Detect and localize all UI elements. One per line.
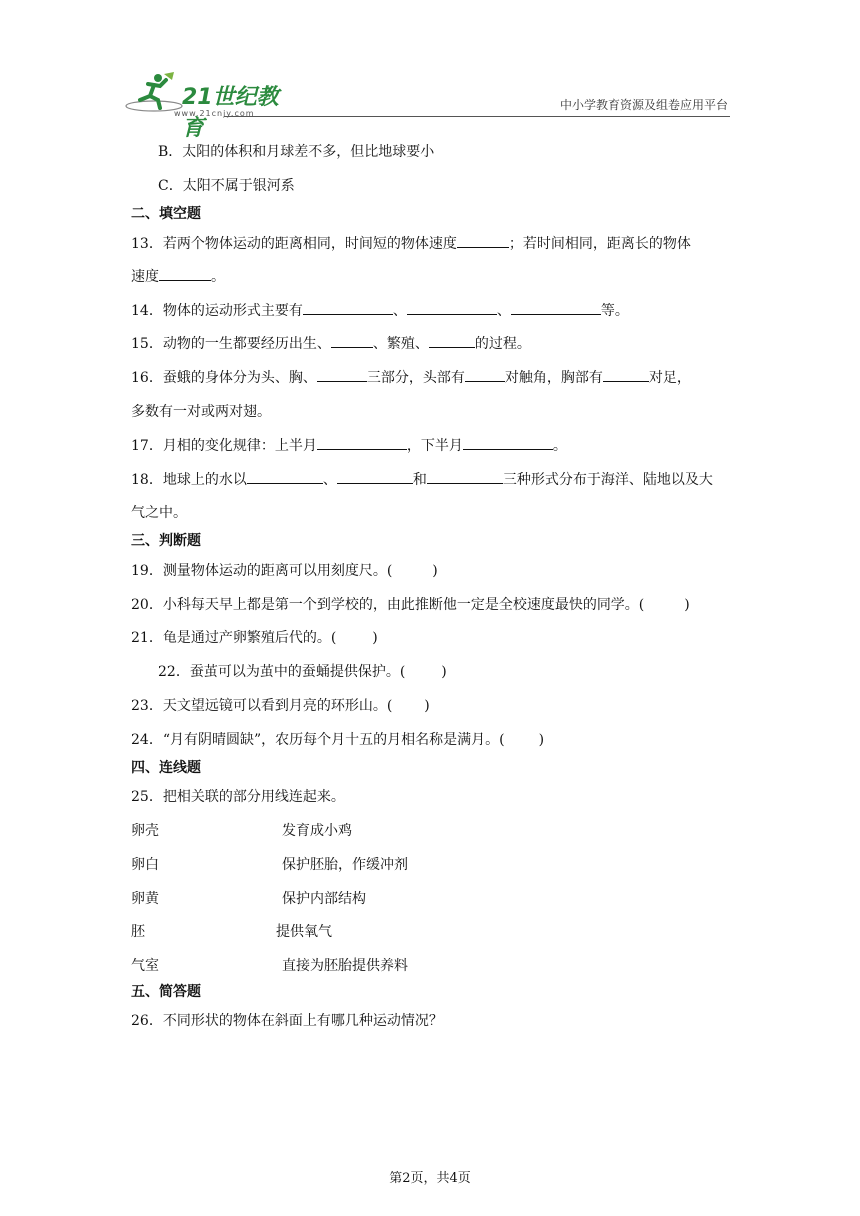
answer-blank[interactable] [337, 471, 413, 484]
match-left-item[interactable]: 卵壳 [131, 823, 159, 839]
header-divider [224, 116, 730, 117]
question-19: 19．测量物体运动的距离可以用刻度尺。( ) [131, 563, 438, 579]
match-right-item[interactable]: 直接为胚胎提供养料 [282, 958, 408, 974]
answer-blank[interactable] [317, 369, 367, 382]
match-right-item[interactable]: 保护胚胎，作缓冲剂 [282, 857, 408, 873]
runner-logo-icon [124, 70, 184, 114]
question-15: 15．动物的一生都要经历出生、 、繁殖、 的过程。 [131, 336, 531, 352]
section-short-heading: 五、简答题 [131, 984, 201, 1000]
section-match-heading: 四、连线题 [131, 760, 201, 776]
answer-blank[interactable] [427, 471, 503, 484]
question-14: 14．物体的运动形式主要有 、 、 等。 [131, 303, 629, 319]
option-c: C．太阳不属于银河系 [158, 178, 295, 194]
option-b: B．太阳的体积和月球差不多，但比地球要小 [158, 144, 435, 160]
match-left-item[interactable]: 胚 [131, 924, 145, 940]
question-24: 24．“月有阴晴圆缺”，农历每个月十五的月相名称是满月。( ) [131, 732, 545, 748]
answer-blank[interactable] [303, 302, 393, 315]
question-16-line2: 多数有一对或两对翅。 [131, 404, 271, 420]
match-left-item[interactable]: 卵黄 [131, 891, 159, 907]
answer-blank[interactable] [159, 268, 211, 281]
match-left-item[interactable]: 气室 [131, 958, 159, 974]
logo-text: 21世纪教育 [182, 85, 279, 141]
question-25-prompt: 25．把相关联的部分用线连起来。 [131, 789, 345, 805]
answer-blank[interactable] [457, 235, 509, 248]
answer-blank[interactable] [247, 471, 323, 484]
site-logo [124, 70, 300, 141]
question-18-line2: 气之中。 [131, 505, 187, 521]
match-right-item[interactable]: 提供氧气 [276, 924, 332, 940]
answer-blank[interactable] [511, 302, 601, 315]
question-23: 23．天文望远镜可以看到月亮的环形山。( ) [131, 698, 430, 714]
answer-blank[interactable] [429, 335, 475, 348]
match-right-item[interactable]: 保护内部结构 [282, 891, 366, 907]
section-judge-heading: 三、判断题 [131, 533, 201, 549]
logo-url: www.21cnjy.com [174, 109, 255, 118]
answer-blank[interactable] [603, 369, 649, 382]
page-header [124, 64, 730, 141]
question-13-line1: 13．若两个物体运动的距离相同，时间短的物体速度 ；若时间相同，距离长的物体 [131, 236, 691, 252]
question-17: 17．月相的变化规律：上半月 ，下半月 。 [131, 438, 567, 454]
match-left-item[interactable]: 卵白 [131, 857, 159, 873]
page-footer: 第2页，共4页 [389, 1171, 471, 1186]
header-tagline: 中小学教育资源及组卷应用平台 [559, 98, 728, 112]
question-16-line1: 16．蚕蛾的身体分为头、胸、 三部分，头部有 对触角，胸部有 对足， [131, 370, 691, 386]
answer-blank[interactable] [317, 437, 407, 450]
question-21: 21．龟是通过产卵繁殖后代的。( ) [131, 630, 378, 646]
question-13-line2: 速度 。 [131, 269, 225, 285]
section-fill-heading: 二、填空题 [131, 206, 201, 222]
question-22: 22．蚕茧可以为茧中的蚕蛹提供保护。( ) [158, 664, 447, 680]
answer-blank[interactable] [463, 437, 553, 450]
answer-blank[interactable] [407, 302, 497, 315]
question-20: 20．小科每天早上都是第一个到学校的，由此推断他一定是全校速度最快的同学。( ) [131, 597, 690, 613]
answer-blank[interactable] [465, 369, 505, 382]
answer-blank[interactable] [331, 335, 373, 348]
match-right-item[interactable]: 发育成小鸡 [282, 823, 352, 839]
question-26: 26．不同形状的物体在斜面上有哪几种运动情况？ [131, 1013, 443, 1029]
question-18-line1: 18．地球上的水以 、 和 三种形式分布于海洋、陆地以及大 [131, 472, 713, 488]
